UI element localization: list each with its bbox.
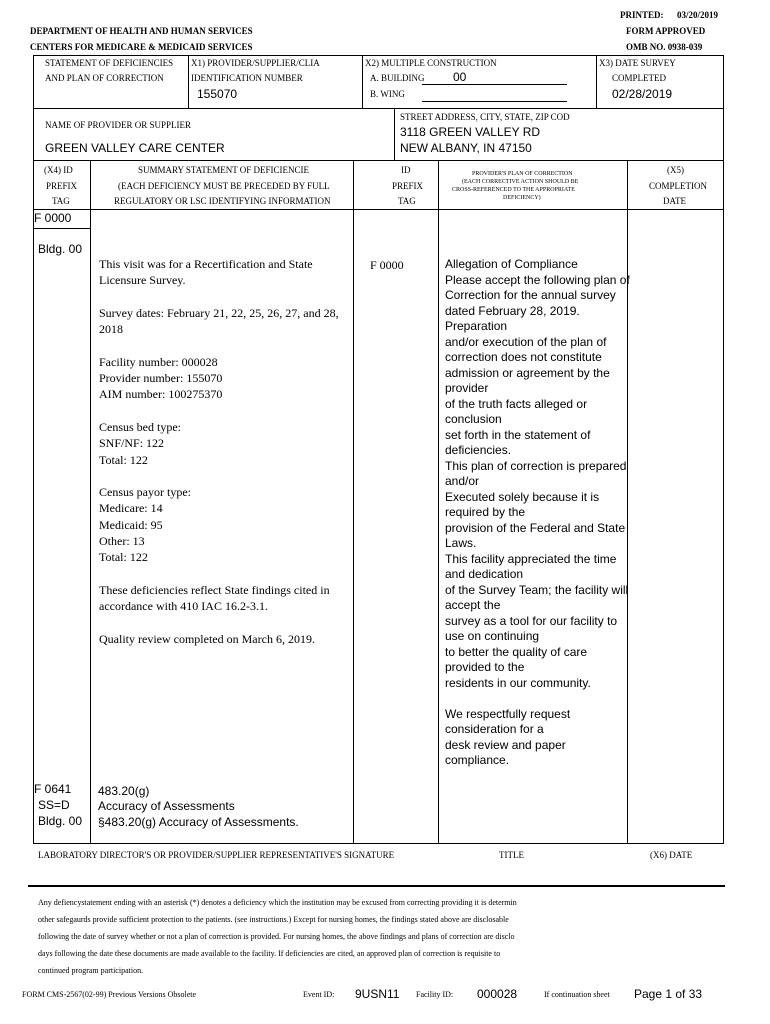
col-x4-3: TAG <box>52 196 70 206</box>
plan-line: provision of the Federal and State <box>445 520 626 535</box>
summary-line: AIM number: 100275370 <box>99 387 223 402</box>
provider-name-label: NAME OF PROVIDER OR SUPPLIER <box>45 120 192 130</box>
wing-label: B. WING <box>370 89 405 99</box>
summary-line <box>99 289 339 305</box>
col-summary-2: (EACH DEFICIENCY MUST BE PRECEDED BY FULL <box>118 181 330 191</box>
plan-line: and/or execution of the plan of <box>445 334 607 349</box>
signature-label: LABORATORY DIRECTOR'S OR PROVIDER/SUPPLIER REPRESENTATIVE'S SIGNATURE <box>38 850 395 860</box>
col-id-2: PREFIX <box>392 181 424 191</box>
disclaimer-line: other safegaurds provide sufficient protection to the patients. (see instructions.) Except for nursing homes, the findings stated above are disclosable <box>38 915 509 924</box>
x2-label: X2) MULTIPLE CONSTRUCTION <box>365 58 497 68</box>
summary-line: Survey dates: February 21, 22, 25, 26, 27, and 28, <box>99 305 339 320</box>
plan-line: residents in our community. <box>445 675 591 690</box>
plan-line: set forth in the statement of <box>445 427 591 442</box>
x1-label-1: X1) PROVIDER/SUPPLIER/CLIA <box>191 58 320 68</box>
col-x5-3: DATE <box>663 196 686 206</box>
plan-line: admission or agreement by the <box>445 365 610 380</box>
event-id: 9USN11 <box>355 987 400 1001</box>
col-x5-1: (X5) <box>667 165 684 175</box>
summary-line: Quality review completed on March 6, 2019. <box>99 631 315 646</box>
plan-line: accept the <box>445 598 501 612</box>
plan-line: deficiencies. <box>445 443 512 457</box>
cms-title: CENTERS FOR MEDICARE & MEDICAID SERVICES <box>30 42 253 52</box>
plan-line: provider <box>445 381 489 395</box>
disclaimer-line: following the date of survey whether or not a plan of correction is provided. For nursing homes, the above findings and plans of correction are disclo <box>38 932 515 941</box>
col-summary-3: REGULATORY OR LSC IDENTIFYING INFORMATION <box>114 196 331 206</box>
page-number: Page 1 of 33 <box>634 987 703 1001</box>
x6-date-label: (X6) DATE <box>650 850 693 860</box>
facility-id-label: Facility ID: <box>416 990 454 999</box>
plan-line: correction does not constitute <box>445 350 602 364</box>
summary-line: These deficiencies reflect State findings cited in <box>99 582 330 597</box>
col-plan-2: (EACH CORRECTIVE ACTION SHOULD BE <box>462 179 579 185</box>
summary-line: Census bed type: <box>99 419 181 434</box>
building-value: 00 <box>453 70 467 84</box>
omb-number: OMB NO. 0938-039 <box>626 42 703 52</box>
summary-line: Medicaid: 95 <box>99 517 163 532</box>
disclaimer <box>38 894 517 979</box>
plan-line: This facility appreciated the time <box>445 551 617 566</box>
plan-line: dated February 28, 2019. <box>445 303 580 318</box>
provider-id: 155070 <box>197 87 238 101</box>
col-plan-3: CROSS-REFERENCED TO THE APPROPRIATE <box>452 187 575 193</box>
col-plan-1: PROVIDER'S PLAN OF CORRECTION <box>472 171 573 177</box>
plan-line: use on continuing <box>445 629 540 643</box>
disclaimer-line: days following the date these documents are made available to the facility. If deficiencies are cited, an approved plan of correction is requisite to <box>38 949 501 958</box>
col-x4-2: PREFIX <box>46 181 78 191</box>
summary-line: Medicare: 14 <box>99 501 163 516</box>
plan-line: conclusion <box>445 412 502 426</box>
plan-line: Please accept the following plan of <box>445 272 630 287</box>
form-number: FORM CMS-2567(02-99) Previous Versions Obsolete <box>22 990 197 999</box>
summary-line <box>99 468 339 484</box>
col-plan-4: DEFICIENCY) <box>503 195 541 201</box>
plan-line: of the Survey Team; the facility will <box>445 582 629 597</box>
plan-line: desk review and paper <box>445 737 566 752</box>
summary-line: This visit was for a Recertification and State <box>99 257 313 271</box>
summary-line: Total: 122 <box>99 550 148 565</box>
summary-line: 2018 <box>99 322 123 337</box>
building-label: A. BUILDING <box>370 73 425 83</box>
disclaimer-line: continued program participation. <box>38 966 144 975</box>
plan-line: survey as a tool for our facility to <box>445 613 618 628</box>
plan-line: provided to the <box>445 660 525 674</box>
printed-label: PRINTED: <box>620 10 664 20</box>
facility-id: 000028 <box>477 987 518 1001</box>
city-state-zip: NEW ALBANY, IN 47150 <box>400 141 532 155</box>
plan-line: to better the quality of care <box>445 644 588 659</box>
summary-line: SNF/NF: 122 <box>99 436 165 451</box>
statement-label-1: STATEMENT OF DEFICIENCIES <box>45 58 174 68</box>
survey-date: 02/28/2019 <box>612 87 673 101</box>
plan-line: Allegation of Compliance <box>445 257 578 271</box>
summary-line: accordance with 410 IAC 16.2-3.1. <box>99 599 268 614</box>
col-x4-1: (X4) ID <box>44 165 73 175</box>
summary-text <box>99 256 339 647</box>
continuation-label: If continuation sheet <box>544 990 610 999</box>
plan-line: We respectfully request <box>445 706 571 721</box>
plan-text <box>445 257 630 769</box>
right-tag-f0000: F 0000 <box>370 258 404 272</box>
disclaimer-line: Any defiencystatement ending with an asterisk (*) denotes a deficiency which the institution may be excused from correcting providing it is determin <box>38 898 517 907</box>
tag-f0000: F 0000 <box>34 211 72 225</box>
plan-line: consideration for a <box>445 722 544 736</box>
title-label: TITLE <box>499 850 524 860</box>
x1-label-2: IDENTIFICATION NUMBER <box>191 73 303 83</box>
event-id-label: Event ID: <box>303 990 335 999</box>
summary-line: Census payor type: <box>99 485 191 500</box>
plan-line: of the truth facts alleged or <box>445 396 588 411</box>
summary-line: Facility number: 000028 <box>99 354 218 369</box>
street-address: 3118 GREEN VALLEY RD <box>400 125 541 139</box>
plan-line: Preparation <box>445 319 508 333</box>
summary-line: Provider number: 155070 <box>99 371 223 386</box>
plan-line: compliance. <box>445 753 510 767</box>
regulation-number: 483.20(g) <box>98 784 150 798</box>
col-summary-1: SUMMARY STATEMENT OF DEFICIENCIE <box>138 165 310 175</box>
tag-f0641: F 0641 <box>34 782 72 796</box>
address-label: STREET ADDRESS, CITY, STATE, ZIP COD <box>400 112 570 122</box>
severity-scope: SS=D <box>38 798 70 812</box>
regulation-citation: §483.20(g) Accuracy of Assessments. <box>98 815 299 829</box>
col-id-3: TAG <box>398 196 416 206</box>
summary-line <box>99 615 339 631</box>
plan-line: Executed solely because it is <box>445 489 600 504</box>
plan-line: This plan of correction is prepared <box>445 458 627 473</box>
summary-line: Other: 13 <box>99 534 145 549</box>
plan-line: and dedication <box>445 567 524 581</box>
form-approved: FORM APPROVED <box>626 26 706 36</box>
bldg-00: Bldg. 00 <box>38 242 83 256</box>
provider-name: GREEN VALLEY CARE CENTER <box>45 141 225 155</box>
summary-line: Licensure Survey. <box>99 273 186 288</box>
plan-line: and/or <box>445 474 480 488</box>
col-id-1: ID <box>401 165 411 175</box>
bldg-00-second: Bldg. 00 <box>38 814 83 828</box>
summary-line: Total: 122 <box>99 452 148 467</box>
dept-title: DEPARTMENT OF HEALTH AND HUMAN SERVICES <box>30 26 253 36</box>
statement-label-2: AND PLAN OF CORRECTION <box>45 73 164 83</box>
summary-line <box>99 337 339 353</box>
plan-line: required by the <box>445 505 526 519</box>
x3-label-2: COMPLETED <box>612 73 666 83</box>
x3-label-1: X3) DATE SURVEY <box>599 58 676 68</box>
plan-line: Correction for the annual survey <box>445 288 616 302</box>
summary-line <box>99 566 339 582</box>
summary-line <box>99 403 339 419</box>
plan-line <box>445 691 630 707</box>
regulation-title: Accuracy of Assessments <box>98 799 235 813</box>
col-x5-2: COMPLETION <box>649 181 707 191</box>
plan-line: Laws. <box>445 536 477 550</box>
printed-date: 03/20/2019 <box>677 10 719 20</box>
